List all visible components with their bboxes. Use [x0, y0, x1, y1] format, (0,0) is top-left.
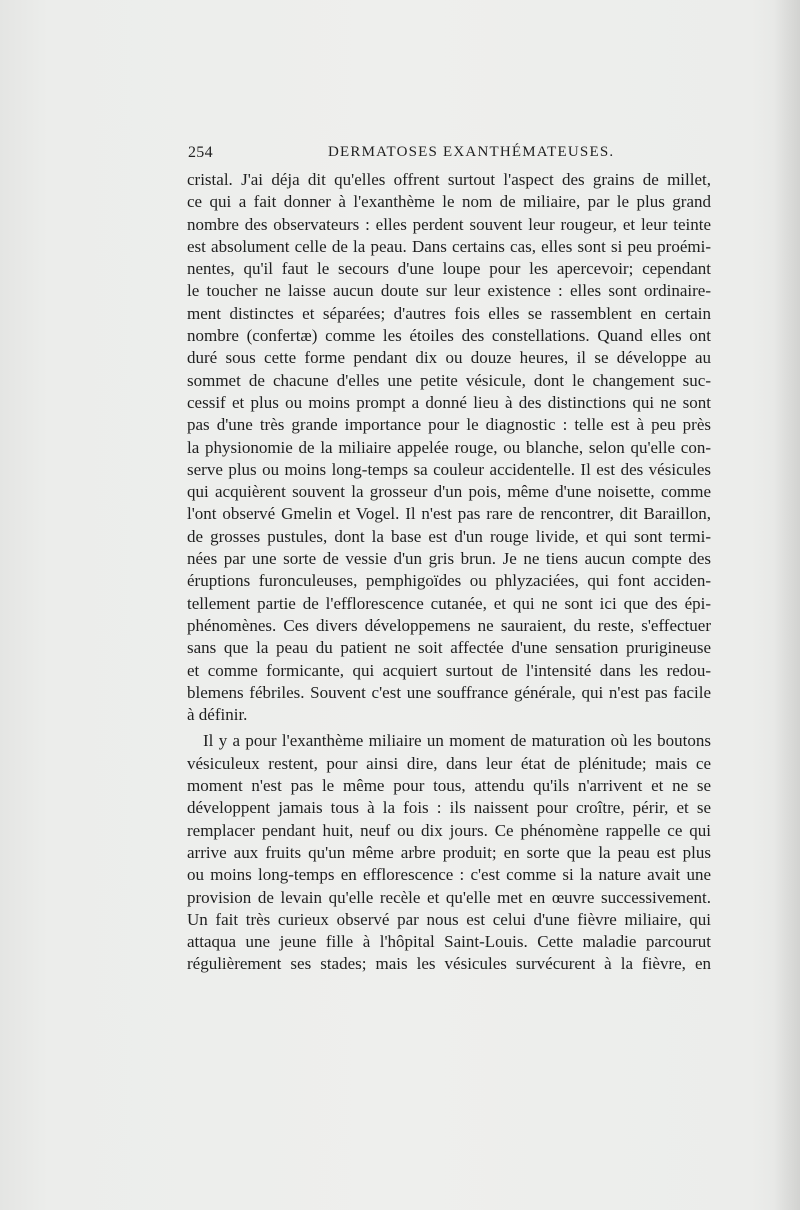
text-line: nombre (confertæ) comme les étoiles des constellations. Quand elles ont: [187, 326, 711, 346]
text-line: vésiculeux restent, pour ainsi dire, dans leur état de plénitude; mais ce: [187, 753, 711, 773]
text-line: le toucher ne laisse aucun doute sur leur existence : elles sont ordinaire-: [187, 281, 711, 301]
text-line: la physionomie de la miliaire appelée rouge, ou blanche, selon qu'elle con-: [187, 437, 711, 457]
text-line: ou moins long-temps en efflorescence : c'est comme si la nature avait une: [187, 865, 711, 885]
text-line: nombre des observateurs : elles perdent souvent leur rougeur, et leur teinte: [187, 214, 711, 234]
text-line: remplacer pendant huit, neuf ou dix jours. Ce phénomène rappelle ce qui: [187, 820, 711, 840]
paragraph-2: [187, 730, 711, 975]
text-line: cessif et plus ou moins prompt a donné lieu à des distinctions qui ne sont: [187, 392, 711, 412]
text-line: sans que la peau du patient ne soit affectée d'une sensation prurigineuse: [187, 638, 711, 658]
text-line: phénomènes. Ces divers développemens ne sauraient, du reste, s'effectuer: [187, 615, 711, 635]
text-line: de grosses pustules, dont la base est d'un rouge livide, et qui sont termi-: [187, 526, 711, 546]
text-line: nentes, qu'il faut le secours d'une loupe pour les apercevoir; cependant: [187, 259, 711, 279]
text-line: éruptions furonculeuses, pemphigoïdes ou phlyzaciées, qui font acciden-: [187, 571, 711, 591]
text-line: est absolument celle de la peau. Dans certains cas, elles sont si peu proémi-: [187, 236, 711, 256]
paragraph-1: [187, 169, 711, 726]
text-line: arrive aux fruits qu'un même arbre produit; en sorte que la peau est plus: [187, 842, 711, 862]
text-line: et comme formicante, qui acquiert surtout de l'intensité dans les redou-: [187, 660, 711, 680]
text-line: attaqua une jeune fille à l'hôpital Saint-Louis. Cette maladie parcourut: [187, 932, 711, 952]
text-line: développent jamais tous à la fois : ils naissent pour croître, périr, et se: [187, 798, 711, 818]
text-line: Un fait très curieux observé par nous est celui d'une fièvre miliaire, qui: [187, 909, 711, 929]
text-line: Il y a pour l'exanthème miliaire un moment de maturation où les boutons: [203, 731, 711, 751]
text-line: serve plus ou moins long-temps sa couleur accidentelle. Il est des vésicules: [187, 459, 711, 479]
text-line: à définir.: [187, 705, 248, 725]
text-line: sommet de chacune d'elles une petite vésicule, dont le changement suc-: [187, 370, 711, 390]
text-line: qui acquièrent souvent la grosseur d'un pois, même d'une noisette, comme: [187, 482, 711, 502]
text-line: blemens fébriles. Souvent c'est une souffrance générale, qui n'est pas facile: [187, 682, 711, 702]
text-line: l'ont observé Gmelin et Vogel. Il n'est pas rare de rencontrer, dit Baraillon,: [187, 504, 711, 524]
text-line: cristal. J'ai déja dit qu'elles offrent surtout l'aspect des grains de millet,: [187, 170, 711, 189]
text-line: moment n'est pas le même pour tous, attendu qu'ils n'arrivent et ne se: [187, 776, 711, 796]
text-line: régulièrement ses stades; mais les vésicules survécurent à la fièvre, en: [187, 954, 711, 974]
text-line: nées par une sorte de vessie d'un gris brun. Je ne tiens aucun compte des: [187, 549, 711, 569]
text-line: provision de levain qu'elle recèle et qu'elle met en œuvre successivement.: [187, 887, 711, 907]
text-line: ment distinctes et séparées; d'autres fois elles se rassemblent en certain: [187, 303, 711, 323]
text-line: tellement partie de l'efflorescence cutanée, et qui ne sont ici que des épi-: [187, 593, 711, 613]
page-header: [188, 144, 712, 166]
running-title: DERMATOSES EXANTHÉMATEUSES.: [328, 144, 615, 160]
body-text: [187, 169, 711, 976]
text-line: ce qui a fait donner à l'exanthème le nom de miliaire, par le plus grand: [187, 192, 711, 212]
text-line: pas d'une très grande importance pour le diagnostic : telle est à peu près: [187, 415, 711, 435]
text-line: duré sous cette forme pendant dix ou douze heures, il se développe au: [187, 348, 711, 368]
page-edge-shadow: [774, 0, 800, 1210]
page-number: 254: [188, 144, 213, 161]
